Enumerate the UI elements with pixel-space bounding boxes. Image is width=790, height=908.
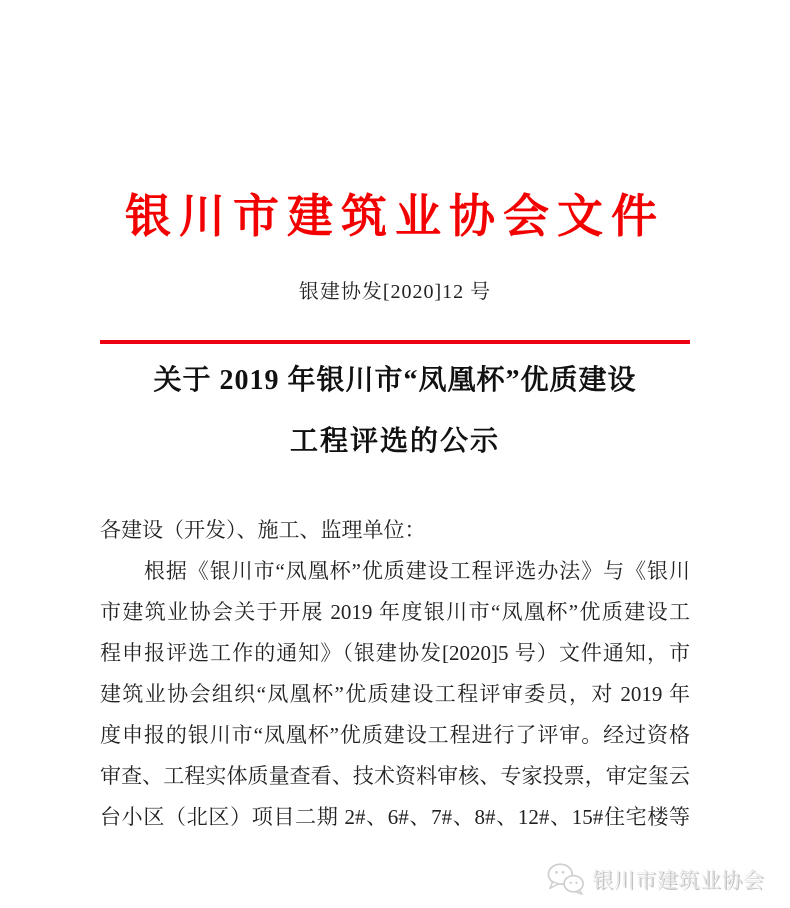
organization-letterhead-title: 银川市建筑业协会文件 xyxy=(125,191,665,242)
document-reference-number: 银建协发[2020]12 号 xyxy=(298,281,492,303)
body-text-line: 台小区（北区）项目二期 2#、6#、7#、8#、12#、15#住宅楼等 xyxy=(100,805,690,829)
watermark-label: 银川市建筑业协会 xyxy=(592,869,764,892)
chat-bubbles-icon xyxy=(547,862,585,896)
body-text-line: 根据《银川市“凤凰杯”优质建设工程评选办法》与《银川 xyxy=(100,559,690,583)
body-text-line: 建筑业协会组织“凤凰杯”优质建设工程评审委员，对 2019 年 xyxy=(100,682,690,706)
document-body xyxy=(100,510,690,838)
document-title-line1: 关于 2019 年银川市“凤凰杯”优质建设 xyxy=(153,365,637,396)
document-title-line2: 工程评选的公示 xyxy=(289,426,500,457)
body-text-line: 市建筑业协会关于开展 2019 年度银川市“凤凰杯”优质建设工 xyxy=(100,600,690,624)
watermark xyxy=(547,862,764,896)
salutation-line: 各建设（开发）、施工、监理单位： xyxy=(100,518,426,542)
body-text-line: 审查、工程实体质量查看、技术资料审核、专家投票，审定玺云 xyxy=(100,764,690,788)
body-text-line: 度申报的银川市“凤凰杯”优质建设工程进行了评审。经过资格 xyxy=(100,723,690,747)
body-text-line: 程申报评选工作的通知》（银建协发[2020]5 号）文件通知，市 xyxy=(100,641,690,665)
document-title xyxy=(0,364,790,459)
red-divider-line xyxy=(100,340,690,344)
